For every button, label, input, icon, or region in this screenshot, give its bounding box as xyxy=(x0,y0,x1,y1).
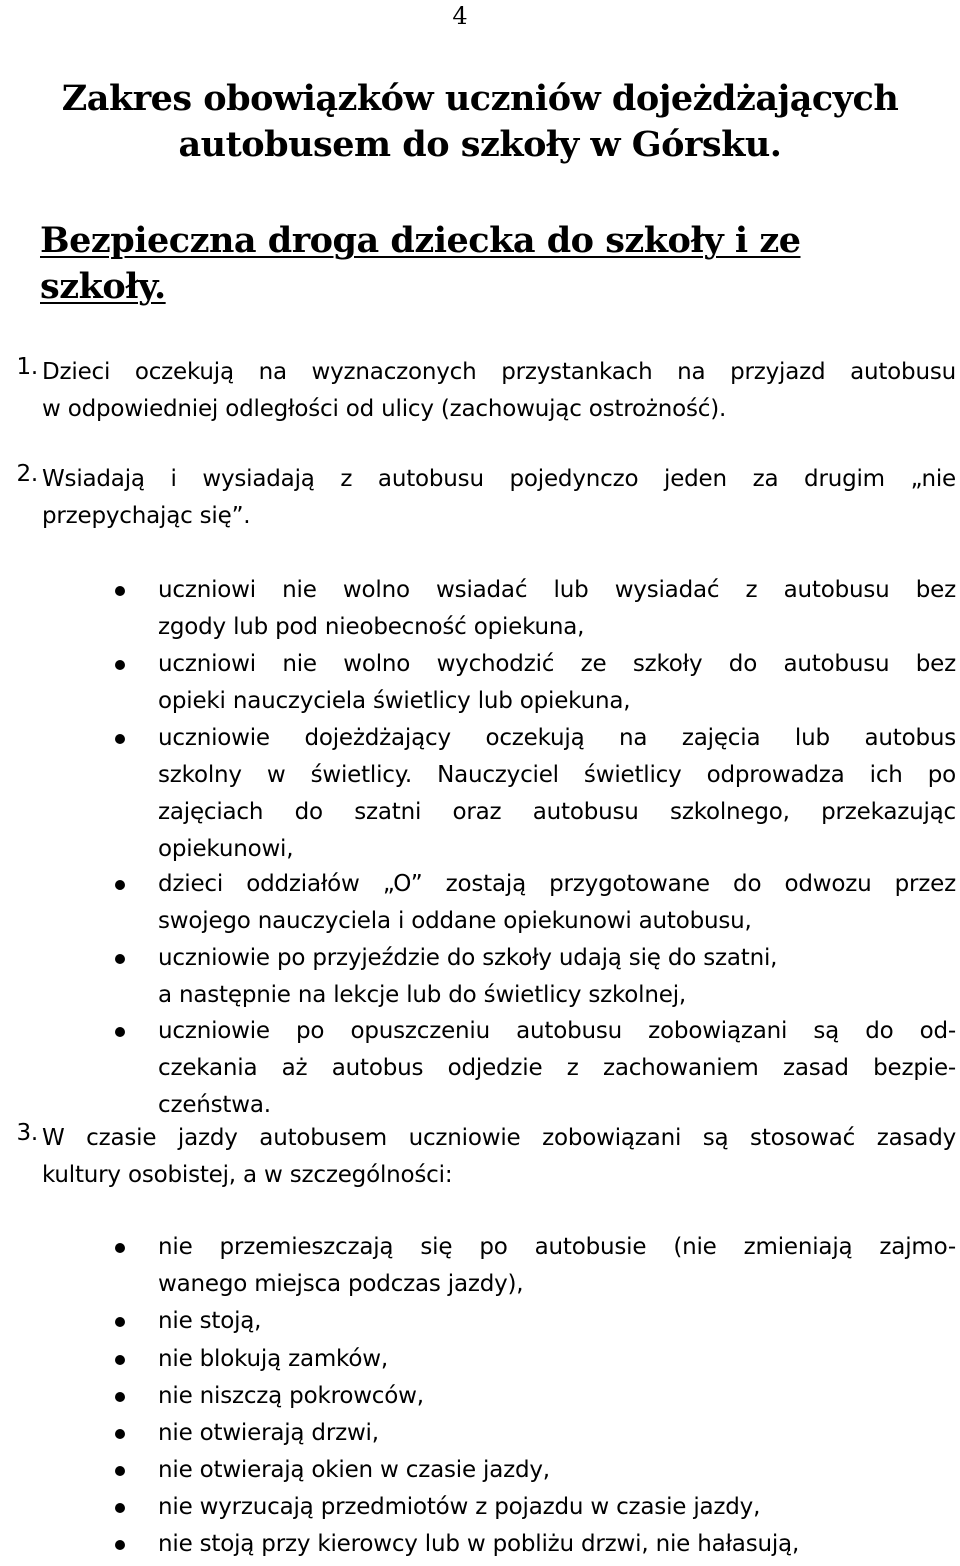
list-item-line: wanego miejsca podczas jazdy), xyxy=(158,1271,524,1297)
bullet-icon xyxy=(115,1317,125,1327)
bullet-icon xyxy=(115,1355,125,1365)
item-number: 2. xyxy=(16,461,38,487)
list-item-line: czekania aż autobus odjedzie z zachowaniem zasad bezpie- xyxy=(158,1055,956,1081)
list-item-line: dzieci oddziałów „O” zostają przygotowane do odwozu przez xyxy=(158,871,956,897)
list-item-text xyxy=(158,1526,956,1563)
item-line: kultury osobistej, a w szczególności: xyxy=(42,1162,453,1188)
title-line: autobusem do szkoły w Górsku. xyxy=(178,124,782,165)
list-item-line: opieki nauczyciela świetlicy lub opiekuna, xyxy=(158,688,631,714)
bullet-icon xyxy=(115,1540,125,1550)
list-item-text xyxy=(158,1303,956,1340)
list-item-text xyxy=(158,940,956,1014)
list-item-text xyxy=(158,1415,956,1452)
list-item-line: uczniowie dojeżdżający oczekują na zajęcia lub autobus xyxy=(158,725,956,751)
bullet-icon xyxy=(115,1243,125,1253)
page-number: 4 xyxy=(452,2,468,30)
bullet-icon xyxy=(115,954,125,964)
bullet-icon xyxy=(115,734,125,744)
list-item-line: uczniowie po przyjeździe do szkoły udają się do szatni, xyxy=(158,945,778,971)
bullet-icon xyxy=(115,1466,125,1476)
subtitle-text: Bezpieczna droga dziecka do szkoły i ze szkoły. xyxy=(40,220,801,307)
list-item-line: nie blokują zamków, xyxy=(158,1346,388,1372)
document-subtitle xyxy=(40,218,920,310)
bullet-icon xyxy=(115,880,125,890)
item-text xyxy=(42,1120,956,1194)
list-item-line: uczniowi nie wolno wsiadać lub wysiadać z autobusu bez xyxy=(158,577,956,603)
list-item-line: nie przemieszczają się po autobusie (nie zmieniają zajmo- xyxy=(158,1234,956,1260)
list-item-text xyxy=(158,646,956,720)
list-item-line: opiekunowi, xyxy=(158,836,294,862)
list-item-text xyxy=(158,1013,956,1124)
bullet-icon xyxy=(115,1503,125,1513)
bullet-icon xyxy=(115,660,125,670)
title-line: Zakres obowiązków uczniów dojeżdżających xyxy=(61,78,899,119)
list-item-line: szkolny w świetlicy. Nauczyciel świetlicy odprowadza ich po xyxy=(158,762,956,788)
list-item-line: nie stoją przy kierowcy lub w pobliżu drzwi, nie hałasują, xyxy=(158,1531,800,1557)
item-text xyxy=(42,461,956,535)
list-item-text xyxy=(158,572,956,646)
list-item-line: zajęciach do szatni oraz autobusu szkolnego, przekazując xyxy=(158,799,956,825)
list-item-line: nie otwierają okien w czasie jazdy, xyxy=(158,1457,550,1483)
list-item-line: czeństwa. xyxy=(158,1092,271,1118)
item-number: 1. xyxy=(16,354,38,380)
list-item-line: nie otwierają drzwi, xyxy=(158,1420,379,1446)
list-item-line: nie wyrzucają przedmiotów z pojazdu w czasie jazdy, xyxy=(158,1494,761,1520)
list-item-text xyxy=(158,1341,956,1378)
list-item-text xyxy=(158,1452,956,1489)
bullet-icon xyxy=(115,1392,125,1402)
list-item-text xyxy=(158,1229,956,1303)
list-item-line: a następnie na lekcje lub do świetlicy szkolnej, xyxy=(158,982,687,1008)
list-item-line: nie niszczą pokrowców, xyxy=(158,1383,424,1409)
item-line: Dzieci oczekują na wyznaczonych przystankach na przyjazd autobusu xyxy=(42,359,956,385)
document-title xyxy=(40,76,920,168)
list-item-line: nie stoją, xyxy=(158,1308,262,1334)
list-item-text xyxy=(158,1489,956,1526)
list-item-text xyxy=(158,1378,956,1415)
list-item-text xyxy=(158,866,956,940)
item-line: W czasie jazdy autobusem uczniowie zobowiązani są stosować zasady xyxy=(42,1125,956,1151)
item-line: w odpowiedniej odległości od ulicy (zachowując ostrożność). xyxy=(42,396,727,422)
item-line: Wsiadają i wysiadają z autobusu pojedynczo jeden za drugim „nie xyxy=(42,466,956,492)
bullet-icon xyxy=(115,1027,125,1037)
list-item-line: uczniowi nie wolno wychodzić ze szkoły do autobusu bez xyxy=(158,651,956,677)
list-item-line: zgody lub pod nieobecność opiekuna, xyxy=(158,614,585,640)
list-item-text xyxy=(158,720,956,868)
bullet-icon xyxy=(115,586,125,596)
item-text xyxy=(42,354,956,428)
bullet-icon xyxy=(115,1429,125,1439)
list-item-line: uczniowie po opuszczeniu autobusu zobowiązani są do od- xyxy=(158,1018,956,1044)
item-line: przepychając się”. xyxy=(42,503,251,529)
list-item-line: swojego nauczyciela i oddane opiekunowi autobusu, xyxy=(158,908,752,934)
item-number: 3. xyxy=(16,1120,38,1146)
